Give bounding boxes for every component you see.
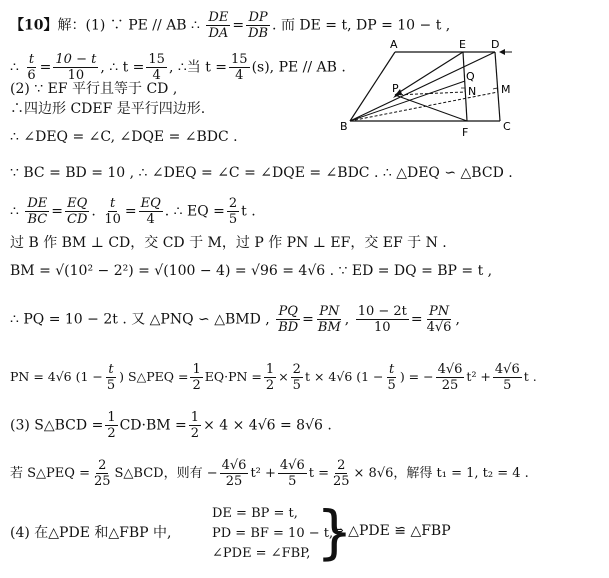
fraction: $\frac{t}{6}$ <box>27 52 36 83</box>
fraction: $\frac{PQ}{BD}$ <box>278 304 299 335</box>
label-n: N <box>468 85 477 98</box>
fraction: $\frac{1}{2}$ <box>190 410 200 441</box>
fraction: $\frac{t}{5}$ <box>387 362 396 393</box>
right-angle-icon <box>461 88 465 92</box>
segment-dc <box>495 52 500 121</box>
fraction: $\frac{DE}{BC}$ <box>27 196 48 227</box>
fraction: $\frac{15}{4}$ <box>231 52 248 83</box>
fraction: $\frac{4√6}{25}$ <box>437 362 463 393</box>
fraction: $\frac{t}{5}$ <box>106 362 116 393</box>
equation-system <box>212 504 333 564</box>
fraction: $\frac{15}{4}$ <box>148 52 165 83</box>
line-6: ∵ BC = BD = 10 , ∴ ∠DEQ = ∠C = ∠DQE = ∠BDC . ∴ △DEQ ∽ △BCD . <box>10 165 513 181</box>
fraction: $\frac{EQ}{CD}$ <box>67 196 88 227</box>
system-brace: } <box>316 498 353 566</box>
fraction: $\frac{PN}{4√6}$ <box>426 304 452 335</box>
segment-pe <box>395 52 463 95</box>
line-12: (3) S△BCD = $\frac{1}{2}$ CD·BM = $\frac{1}{2}$ × 4 × 4√6 = 8√6 . <box>10 410 332 441</box>
label-m: M <box>501 83 511 96</box>
label-a: A <box>390 38 398 51</box>
line-10: ∴ PQ = 10 − 2t . 又 △PNQ ∽ △BMD , $\frac{PQ}{BD}$ = $\frac{PN}{BM}$ , $\frac{10 - 2t}{10}$ = $\frac{PN}{4√6}$ , <box>10 304 460 335</box>
fraction: $\frac{DE}{DA}$ <box>208 10 229 41</box>
fraction: $\frac{EQ}{4}$ <box>140 196 161 227</box>
fraction: $\frac{2}{5}$ <box>292 362 301 393</box>
problem-label: 【10】 <box>10 17 58 34</box>
label-c: C <box>503 120 511 133</box>
fraction: $\frac{1}{2}$ <box>265 362 275 393</box>
geometry-figure <box>340 38 520 138</box>
system-row: ∠PDE = ∠FBP, <box>212 546 311 561</box>
label-p: P <box>392 82 399 95</box>
arrow-icon <box>499 49 505 55</box>
line-1: 【10】解：(1) ∵ PE // AB ∴ $\frac{DE}{DA}$ = $\frac{DP}{DB}$ . 而 DE = t, DP = 10 − t , <box>10 10 451 41</box>
line-2: ∴ $\frac{t}{6}$ = $\frac{10 - t}{10}$ , ∴ t = $\frac{15}{4}$ , ∴当 t = $\frac{15}{4}$ (s), PE // AB . <box>10 52 346 83</box>
fraction: $\frac{2}{25}$ <box>332 458 350 489</box>
system-row: PD = BF = 10 − t, <box>212 526 334 541</box>
fraction: $\frac{4√6}{5}$ <box>279 458 305 489</box>
label-q: Q <box>466 70 475 83</box>
fraction: $\frac{1}{2}$ <box>192 362 201 393</box>
label-f: F <box>462 126 469 138</box>
right-angle-icon <box>493 88 498 92</box>
line-14: (4) 在△PDE 和△FBP 中, <box>10 525 172 541</box>
line-11: PN = 4√6 (1 − $\frac{t}{5}$ ) S△PEQ = $\frac{1}{2}$ EQ·PN = $\frac{1}{2}$ × $\frac{2}{5}$ t × 4√6 (1 − $\frac{t}{5}$ ) = − $\frac{4√6}{25}$ t² + $\frac{4√6}{5}$ t . <box>10 362 537 393</box>
fraction: $\frac{4√6}{5}$ <box>494 362 520 393</box>
fraction: $\frac{2}{5}$ <box>228 196 238 227</box>
fraction: $\frac{10 - 2t}{10}$ <box>357 304 407 335</box>
fraction: $\frac{t}{10}$ <box>104 196 121 227</box>
label-e: E <box>459 38 466 51</box>
line-9: BM = √(10² − 2²) = √(100 − 4) = √96 = 4√6 . ∵ ED = DQ = BP = t , <box>10 263 493 279</box>
line-4: ∴四边形 CDEF 是平行四边形. <box>10 101 206 117</box>
line-8: 过 B 作 BM ⊥ CD，交 CD 于 M，过 P 作 PN ⊥ EF，交 EF 于 N . <box>10 235 447 251</box>
fraction: $\frac{DP}{DB}$ <box>248 10 269 41</box>
line-7: ∴ $\frac{DE}{BC}$ = $\frac{EQ}{CD}$ . $\frac{t}{10}$ = $\frac{EQ}{4}$ . ∴ EQ = $\frac{2}{5}$ t . <box>10 196 256 227</box>
fraction: $\frac{2}{25}$ <box>93 458 111 489</box>
fraction: $\frac{4√6}{25}$ <box>221 458 247 489</box>
segment-pf <box>395 95 467 121</box>
system-row: DE = BP = t, <box>212 506 298 521</box>
label-d: D <box>491 38 500 51</box>
line-13: 若 S△PEQ = $\frac{2}{25}$ S△BCD，则有 − $\frac{4√6}{25}$ t² + $\frac{4√6}{5}$ t = $\frac{2}{25}$ × 8√6，解得 t₁ = 1, t₂ = 4 . <box>10 458 529 489</box>
fraction: $\frac{1}{2}$ <box>107 410 116 441</box>
segment-ef <box>463 52 467 121</box>
line-3: (2) ∵ EF 平行且等于 CD , <box>10 81 178 97</box>
fraction: $\frac{10 - t}{10}$ <box>55 52 97 83</box>
segment-pn <box>395 92 465 95</box>
label-b: B <box>340 120 348 133</box>
system-result: ⇒ △PDE ≌ △FBP <box>332 523 451 539</box>
fraction: $\frac{PN}{BM}$ <box>317 304 341 335</box>
line-5: ∴ ∠DEQ = ∠C, ∠DQE = ∠BDC . <box>10 129 238 145</box>
